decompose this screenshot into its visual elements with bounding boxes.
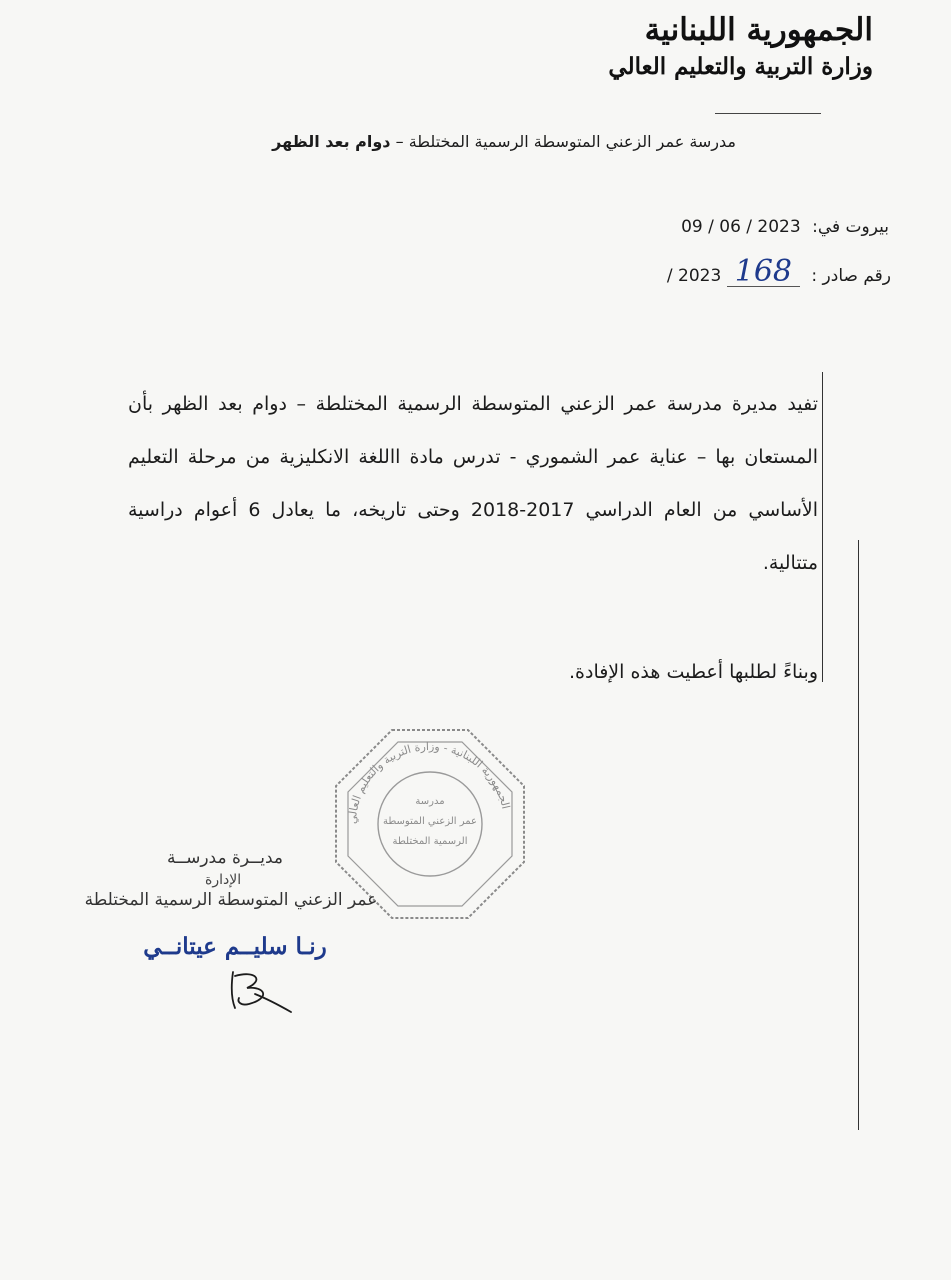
signer-school-name: عمر الزعني المتوسطة الرسمية المختلطة	[84, 890, 378, 910]
signer-school	[66, 886, 396, 914]
stamp-center-line-2: عمر الزعني المتوسطة	[382, 816, 478, 827]
date-value: 09 / 06 / 2023	[681, 217, 801, 237]
left-margin-rule-top	[822, 372, 823, 682]
stamp-ring-text: الجمهورية اللبنانية - وزارة التربية والتعليم العالي	[345, 739, 513, 825]
reference-number: 168	[727, 258, 800, 287]
school-shift: دوام بعد الظهر	[272, 132, 391, 151]
stamp-center-line-3: الرسمية المختلطة	[392, 836, 468, 847]
handwritten-signature-icon	[225, 968, 295, 1014]
stamp-center-line-1: مدرسة	[415, 796, 445, 807]
certificate-paragraph: تفيد مديرة مدرسة عمر الزعني المتوسطة الرسمية المختلطة – دوام بعد الظهر بأن المستعان بها – عناية عمر الشموري - تدرس مادة االلغة الانكليزية من مرحلة التعليم الأساسي من العام الدراسي 2017-2018 وحتى تاريخه، ما يعادل 6 أعوام دراسية متتالية.	[128, 393, 819, 574]
reference-value	[666, 254, 800, 291]
closing-sentence: وبناءً لطلبها أعطيت هذه الإفادة.	[568, 661, 818, 683]
reference-line	[551, 254, 891, 291]
stamp-overlay-text: الإدارة	[205, 872, 242, 888]
signer-name: رنـا سليــم عيتانــي	[143, 933, 327, 960]
letterhead	[543, 8, 873, 82]
date-label: بيروت في:	[812, 217, 889, 237]
republic-title: الجمهورية اللبنانية	[644, 12, 873, 48]
svg-text:الجمهورية اللبنانية - وزارة ال	[346, 740, 512, 824]
school-heading	[136, 130, 736, 154]
left-margin-rule-bottom	[858, 540, 859, 1130]
signer-title: مديــرة مدرســة	[167, 848, 283, 868]
date-line	[559, 214, 889, 240]
reference-year: / 2023	[666, 266, 722, 286]
ministry-title: وزارة التربية والتعليم العالي	[608, 53, 873, 80]
reference-label: رقم صادر :	[811, 266, 891, 286]
school-name: مدرسة عمر الزعني المتوسطة الرسمية المختلطة –	[395, 132, 736, 151]
letterhead-divider	[715, 113, 821, 114]
